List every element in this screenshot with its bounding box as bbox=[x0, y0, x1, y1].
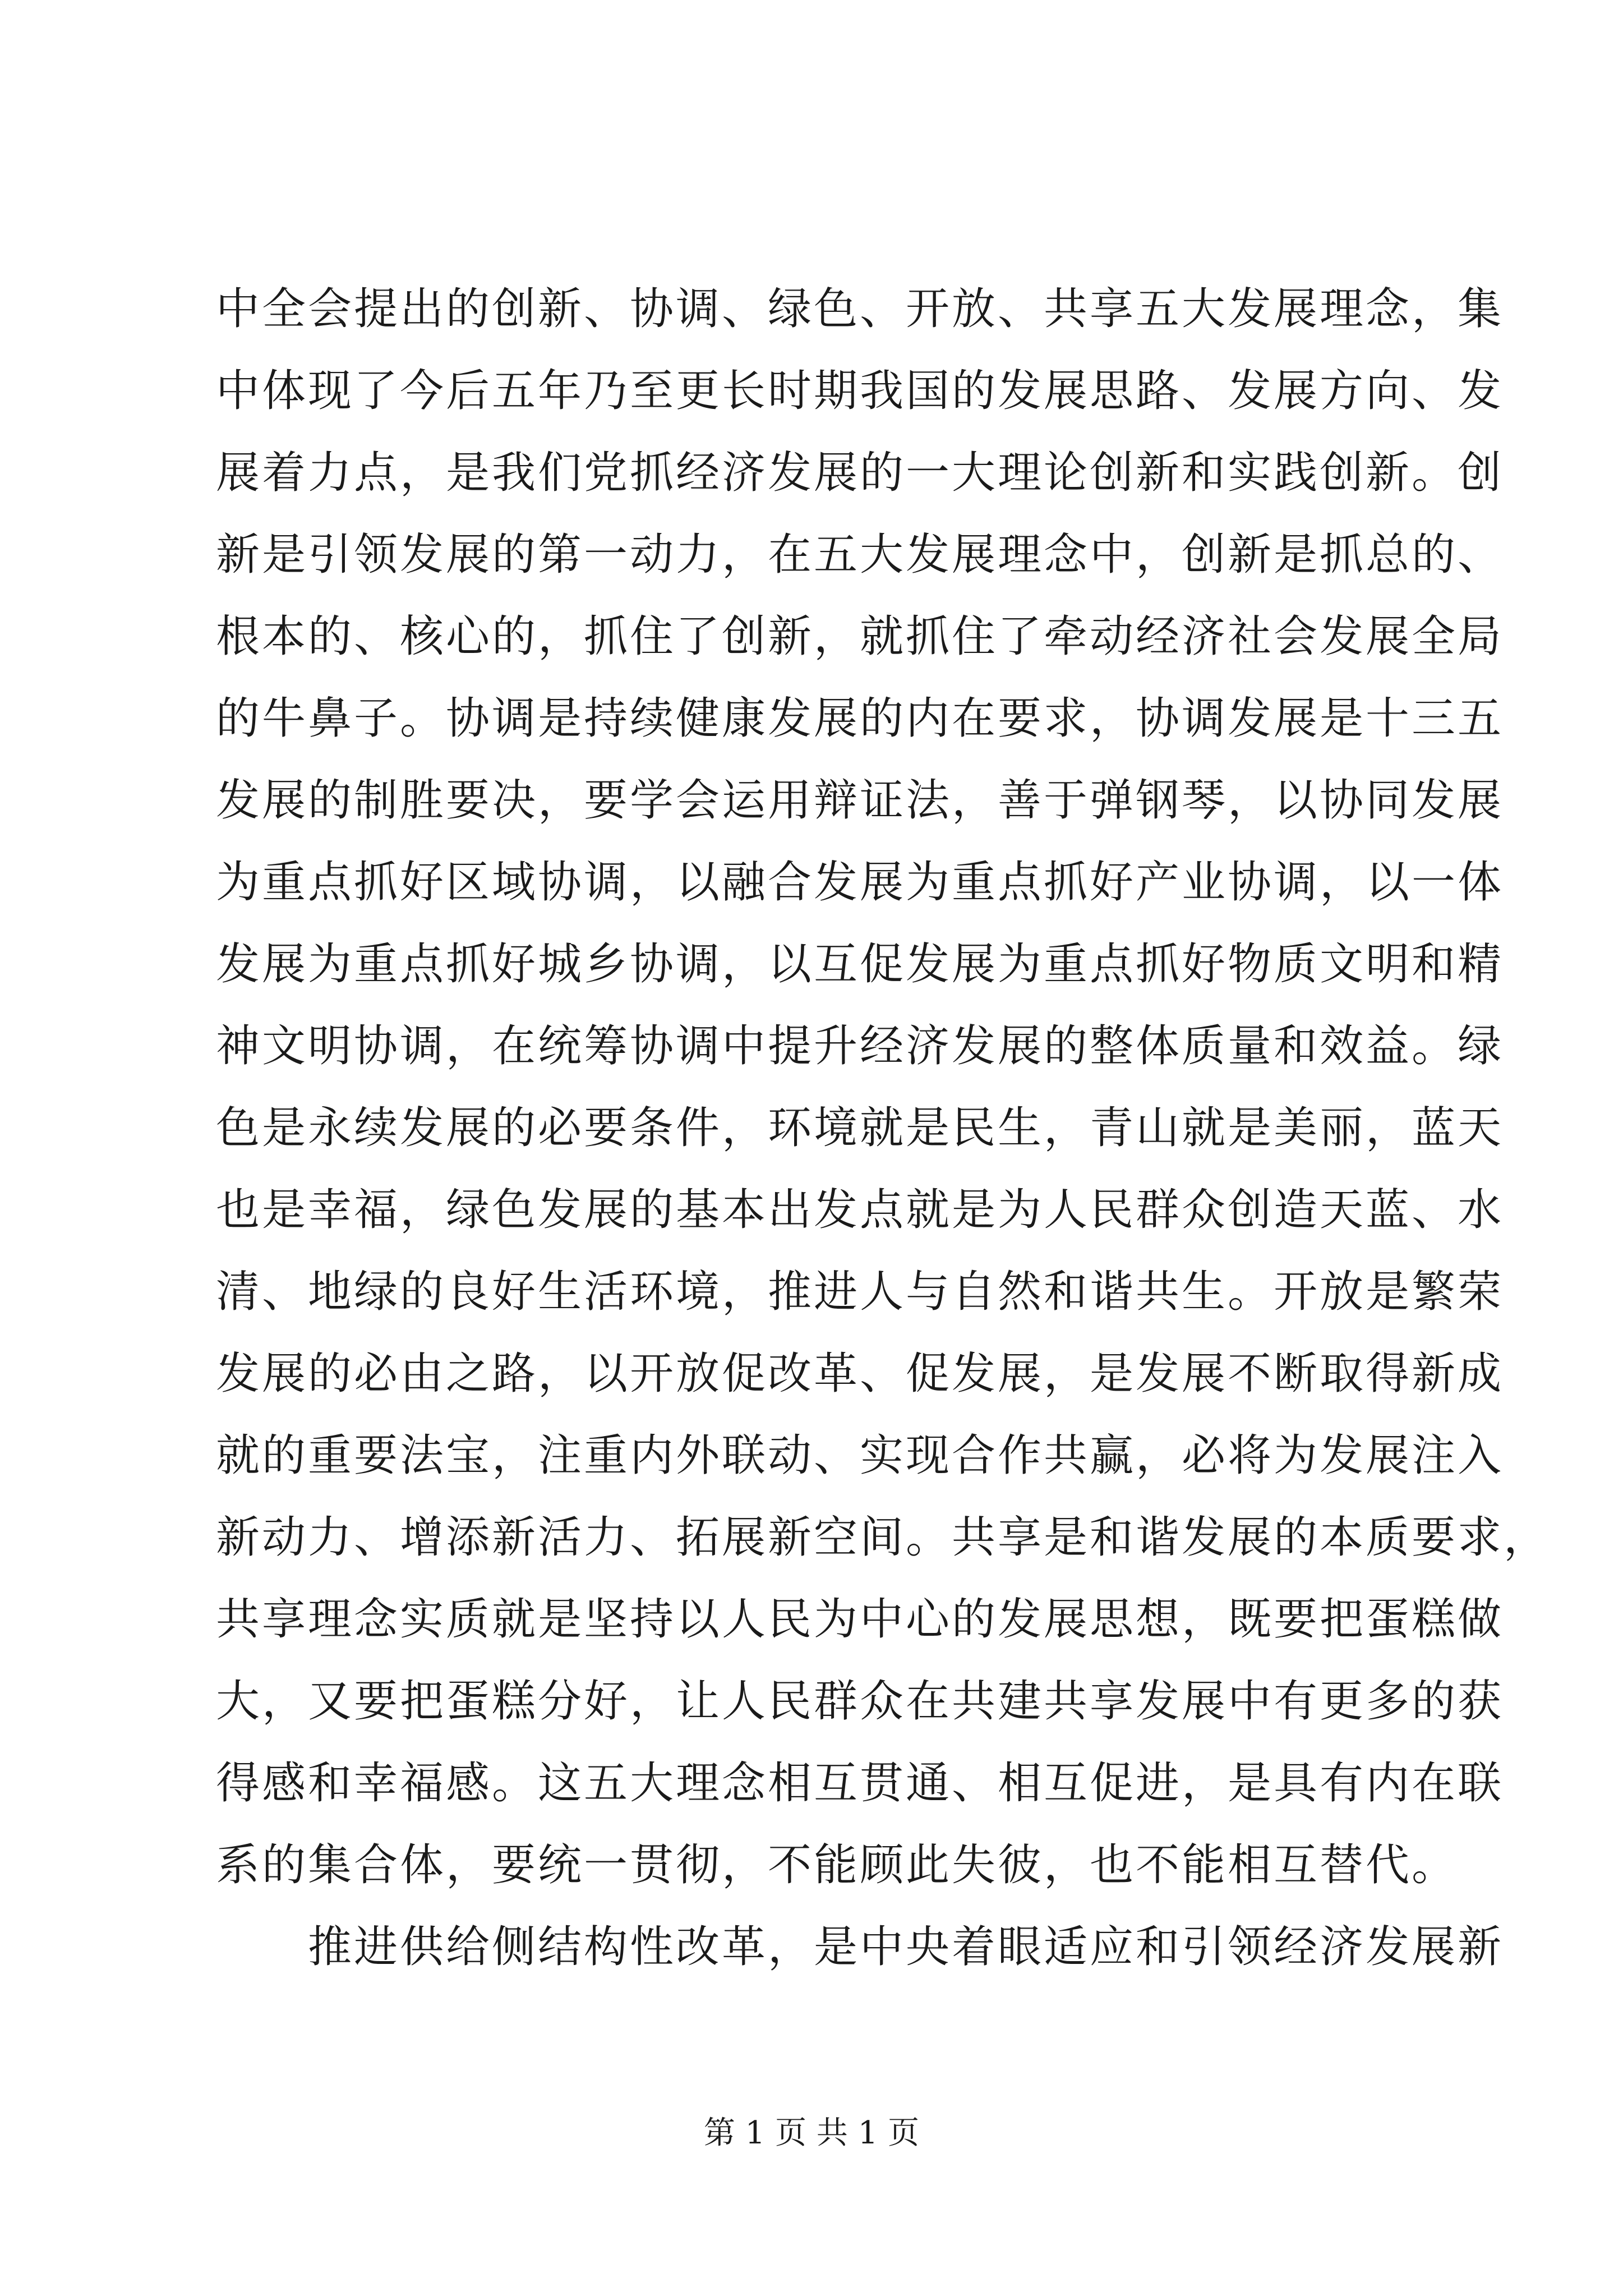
text-line: 中体现了今后五年乃至更长时期我国的发展思路、发展方向、发 bbox=[216, 366, 1504, 416]
text-line: 系的集合体，要统一贯彻，不能顾此失彼，也不能相互替代。 bbox=[216, 1840, 1458, 1890]
body-text bbox=[216, 268, 1550, 1988]
text-line: 色是永续发展的必要条件，环境就是民生，青山就是美丽，蓝天 bbox=[216, 1103, 1504, 1153]
text-line: 清、地绿的良好生活环境，推进人与自然和谐共生。开放是繁荣 bbox=[216, 1267, 1504, 1317]
text-line: 大，又要把蛋糕分好，让人民群众在共建共享发展中有更多的获 bbox=[216, 1676, 1504, 1727]
text-line: 展着力点，是我们党抓经济发展的一大理论创新和实践创新。创 bbox=[216, 448, 1504, 498]
text-line: 根本的、核心的，抓住了创新，就抓住了牵动经济社会发展全局 bbox=[216, 611, 1504, 662]
text-line: 发展的制胜要决，要学会运用辩证法，善于弹钢琴，以协同发展 bbox=[216, 775, 1504, 826]
text-line: 就的重要法宝，注重内外联动、实现合作共赢，必将为发展注入 bbox=[216, 1430, 1504, 1481]
text-line: 得感和幸福感。这五大理念相互贯通、相互促进，是具有内在联 bbox=[216, 1758, 1504, 1809]
text-line: 神文明协调，在统筹协调中提升经济发展的整体质量和效益。绿 bbox=[216, 1021, 1504, 1071]
text-line: 发展的必由之路，以开放促改革、促发展，是发展不断取得新成 bbox=[216, 1349, 1504, 1399]
text-line: 中全会提出的创新、协调、绿色、开放、共享五大发展理念，集 bbox=[216, 284, 1504, 334]
paragraph-1 bbox=[216, 268, 1550, 1906]
text-line: 推进供给侧结构性改革，是中央着眼适应和引领经济发展新 bbox=[308, 1922, 1504, 1972]
paragraph-2 bbox=[216, 1906, 1504, 1988]
text-line: 新动力、增添新活力、拓展新空间。共享是和谐发展的本质要求， bbox=[216, 1512, 1550, 1563]
page-footer: 第 1 页 共 1 页 bbox=[703, 2115, 920, 2151]
text-line: 新是引领发展的第一动力，在五大发展理念中，创新是抓总的、 bbox=[216, 530, 1504, 580]
text-line: 为重点抓好区域协调，以融合发展为重点抓好产业协调，以一体 bbox=[216, 857, 1504, 908]
text-line: 也是幸福，绿色发展的基本出发点就是为人民群众创造天蓝、水 bbox=[216, 1185, 1504, 1235]
text-line: 的牛鼻子。协调是持续健康发展的内在要求，协调发展是十三五 bbox=[216, 693, 1504, 744]
text-line: 共享理念实质就是坚持以人民为中心的发展思想，既要把蛋糕做 bbox=[216, 1594, 1504, 1645]
text-line: 发展为重点抓好城乡协调，以互促发展为重点抓好物质文明和精 bbox=[216, 939, 1504, 990]
